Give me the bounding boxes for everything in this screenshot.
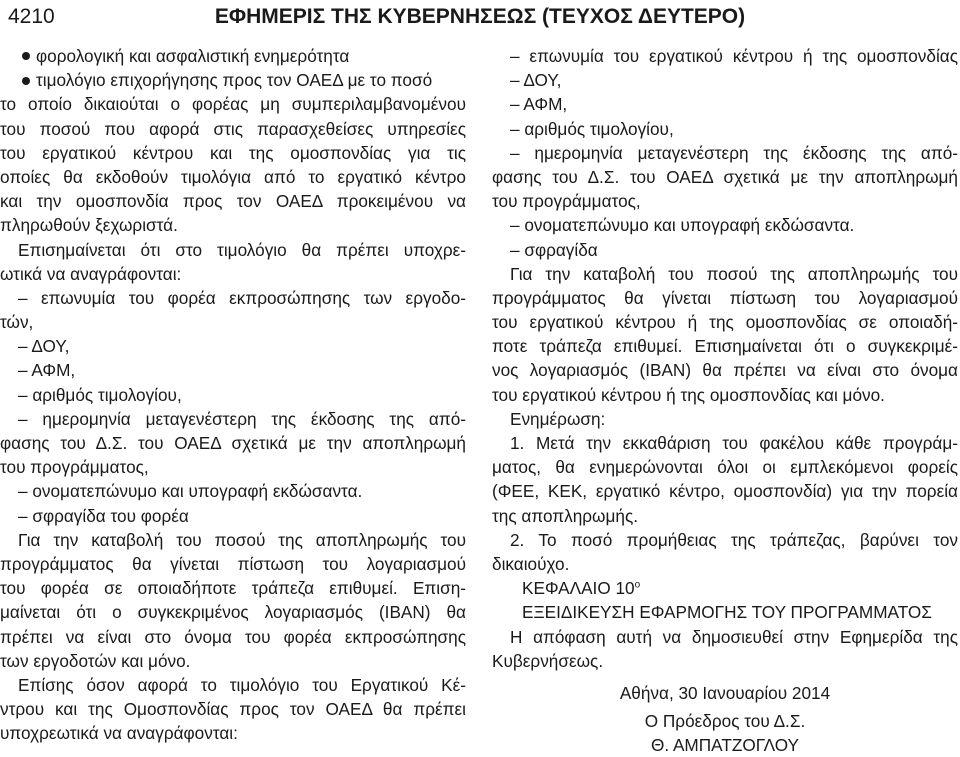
text-line: – ονοματεπώνυμο και υπογραφή εκδώσαντα.	[18, 481, 363, 502]
text-line: ποτε τράπεζα επιθυμεί. Επισημαίνεται ότι ο συγκεκριμέ-	[492, 336, 958, 357]
text-line: – αριθμός τιμολογίου,	[18, 384, 182, 405]
text-line: οποίες θα εκδοθούν τιμολόγια από το εργατικό κέντρο	[0, 166, 466, 187]
text-line: ωτικά να αναγράφονται:	[0, 263, 182, 284]
page-number: 4210	[8, 5, 55, 28]
text-line: – ημερομηνία μεταγενέστερη της έκδοσης της από-	[510, 142, 958, 163]
left-column	[0, 44, 466, 745]
text-line: Κυβερνήσεως.	[492, 650, 604, 671]
text-line: δικαιούχο.	[492, 553, 570, 574]
text-line: – ΑΦΜ,	[510, 94, 568, 115]
text-line: και την ομοσπονδία προς τον ΟΑΕΔ προκειμένου να	[0, 191, 466, 212]
signatory-name: Θ. ΑΜΠΑΤΖΟΓΛΟΥ	[650, 735, 799, 756]
text-line: – σφραγίδα	[510, 239, 598, 260]
bullet-item: φορολογική και ασφαλιστική ενημερότητα	[0, 44, 466, 68]
text-line: 1. Μετά την εκκαθάριση του φακέλου κάθε προγράμ-	[510, 433, 958, 453]
text-line: της αποπληρωμής.	[492, 505, 639, 526]
text-line: του εργατικού κέντρου ή της ομοσπονδίας και μόνο.	[492, 384, 885, 405]
text-line: φασης του Δ.Σ. του ΟΑΕΔ σχετικά με την αποπληρωμή	[492, 166, 958, 187]
text-line: Ενημέρωση:	[510, 408, 606, 429]
right-column	[492, 44, 958, 757]
text-line: του ποσού που αφορά στις παρασχεθείσες υπηρεσίες	[0, 118, 466, 139]
text-line: Επίσης όσον αφορά το τιμολόγιο του Εργατικού Κέ-	[18, 674, 466, 695]
text-line: τών,	[0, 312, 34, 333]
text-line: πληρωθούν ξεχωριστά.	[0, 215, 178, 236]
text-line: – ΑΦΜ,	[18, 360, 76, 381]
text-line: Η απόφαση αυτή να δημοσιευθεί στην Εφημερίδα της	[510, 626, 958, 647]
text-line: ματος, θα ενημερώνονται όλοι οι εμπλεκόμενοι φορείς	[492, 457, 958, 478]
text-line: – επωνυμία του φορέα εκπροσώπησης των εργοδο-	[18, 287, 466, 308]
chapter-title: ΕΞΕΙΔΙΚΕΥΣΗ ΕΦΑΡΜΟΓΗΣ ΤΟΥ ΠΡΟΓΡΑΜΜΑΤΟΣ	[522, 602, 932, 623]
text-line: μαίνεται ότι ο συγκεκριμένος λογαριασμός (IBAN) θα	[0, 602, 466, 623]
text-line: ντρου και της Ομοσπονδίας προς τον ΟΑΕΔ θα πρέπει	[0, 699, 466, 720]
text-line: Επισημαίνεται ότι στο τιμολόγιο θα πρέπει υποχρε-	[18, 239, 466, 260]
text-line: – ΔΟΥ,	[510, 70, 562, 91]
text-line: των εργοδοτών και μόνο.	[0, 650, 191, 671]
text-line: υποχρεωτικά να αναγράφονται:	[0, 723, 238, 744]
text-line: – ονοματεπώνυμο και υπογραφή εκδώσαντα.	[510, 215, 855, 236]
text-line: (ΦΕΕ, ΚΕΚ, εργατικό κέντρο, ομοσπονδία) για την πορεία	[492, 481, 958, 502]
chapter-heading: ΚΕΦΑΛΑΙΟ $10^o$	[522, 578, 641, 599]
text-line: του προγράμματος,	[0, 457, 149, 478]
text-line: του εργατικού κέντρου ή της ομοσπονδίας σε οποιαδή-	[492, 312, 958, 333]
page-header	[8, 2, 952, 32]
text-line: προγράμματος θα γίνεται πίστωση του λογαριασμού	[492, 287, 958, 308]
text-line: πρέπει να είναι στο όνομα του φορέα εκπροσώπησης	[0, 626, 466, 647]
gazette-title: ΕΦΗΜΕΡΙΣ ΤΗΣ ΚΥΒΕΡΝΗΣΕΩΣ (ΤΕΥΧΟΣ ΔΕΥΤΕΡΟ)	[214, 5, 746, 28]
text-line: φασης του Δ.Σ. του ΟΑΕΔ σχετικά με την αποπληρωμή	[0, 433, 466, 453]
signature-date: Αθήνα, 30 Ιανουαρίου 2014	[619, 682, 831, 703]
text-line: – ΔΟΥ,	[18, 336, 70, 357]
text-line: – επωνυμία του εργατικού κέντρου ή της ομοσπονδίας	[510, 46, 958, 66]
bullet-item: τιμολόγιο επιχορήγησης προς τον ΟΑΕΔ με το ποσό	[0, 68, 466, 92]
bullet-icon	[22, 77, 30, 85]
bullet-icon	[22, 52, 30, 60]
text-line: προγράμματος θα γίνεται πίστωση του λογαριασμού	[0, 553, 466, 574]
chapter-superscript: ο	[634, 579, 641, 591]
text-line: του προγράμματος,	[492, 191, 641, 212]
text-line: Για την καταβολή του ποσού της αποπληρωμής του	[510, 263, 958, 284]
text-line: Για την καταβολή του ποσού της αποπληρωμής του	[18, 529, 466, 550]
text-line: του εργατικού κέντρου και της ομοσπονδίας για τις	[0, 142, 466, 163]
text-line: το οποίο δικαιούται ο φορέας μη συμπεριλαμβανομένου	[0, 94, 466, 115]
text-line: του φορέα σε οποιαδήποτε τράπεζα επιθυμεί. Επιση-	[0, 578, 466, 599]
text-line: 2. Το ποσό προμήθειας της τράπεζας, βαρύνει τον	[510, 529, 958, 550]
text-line: – ημερομηνία μεταγενέστερη της έκδοσης της από-	[18, 408, 466, 429]
text-line: νος λογαριασμός (IBAN) θα πρέπει να είναι στο όνομα	[492, 360, 958, 381]
signatory-title: Ο Πρόεδρος του Δ.Σ.	[644, 711, 806, 732]
text-line: – αριθμός τιμολογίου,	[510, 118, 674, 139]
text-line: – σφραγίδα του φορέα	[18, 505, 189, 526]
